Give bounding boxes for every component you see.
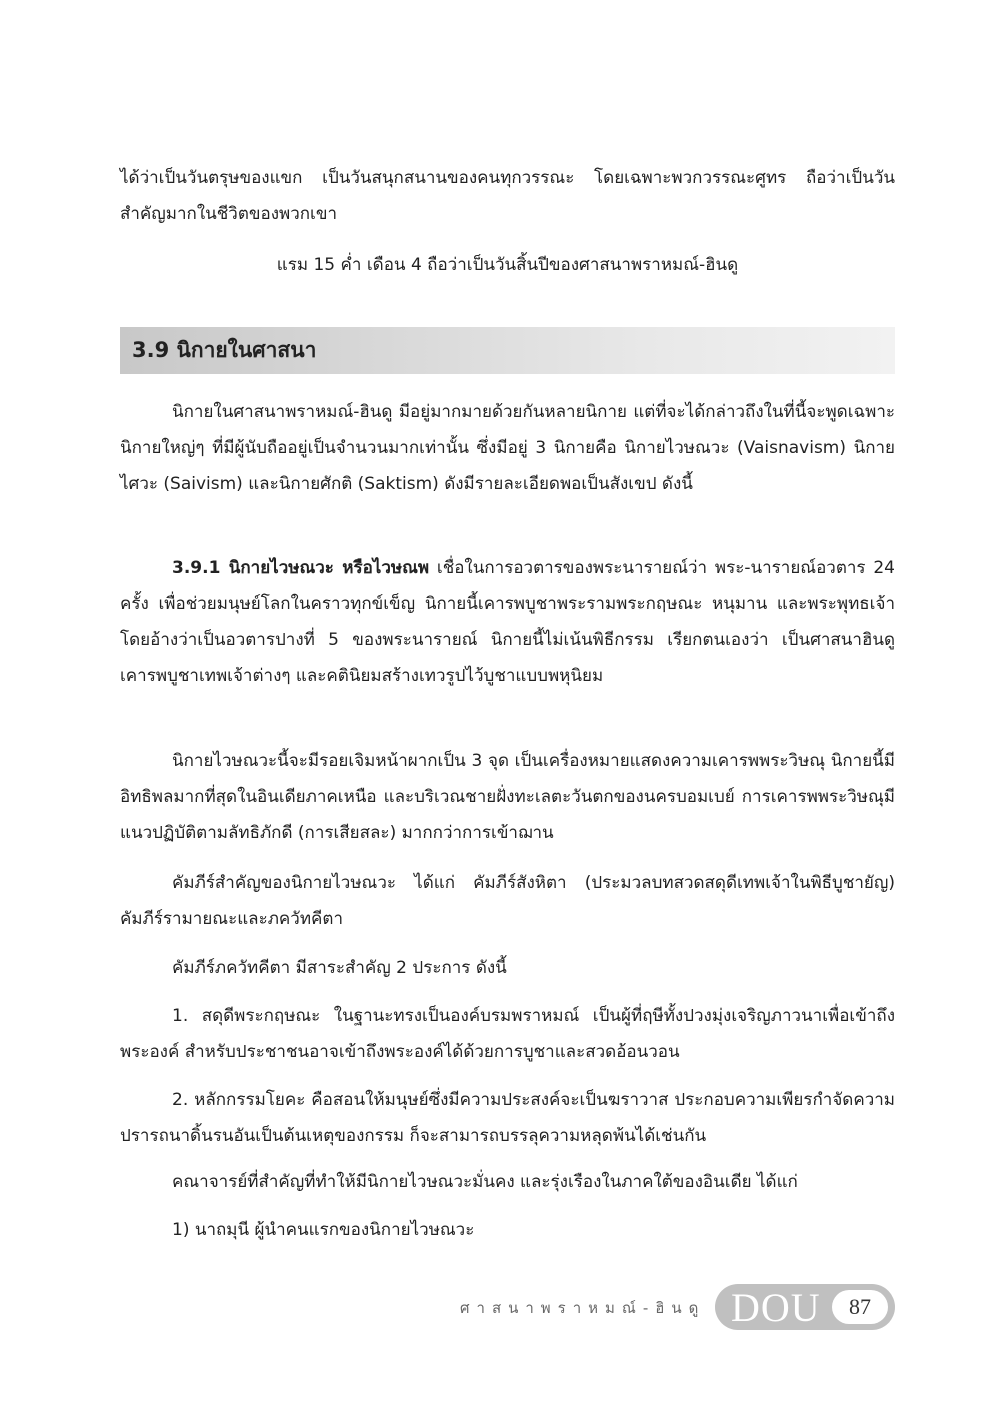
section-heading-bar	[120, 327, 895, 374]
paragraph-point-1: 1. สดุดีพระกฤษณะ ในฐานะทรงเป็นองค์บรมพราหมณ์ เป็นผู้ที่ฤษีทั้งปวงมุ่งเจริญภาวนาเพื่อเข้าถึงพระองค์ สำหรับประชาชนอาจเข้าถึงพระองค์ได้ด้วยการบูชาและสวดอ้อนวอน	[120, 1006, 895, 1062]
subsection-body: เชื่อในการอวตารของพระนารายณ์ว่า พระ-นารายณ์อวตาร 24 ครั้ง เพื่อช่วยมนุษย์โลกในคราวทุกข์เข็ญ นิกายนี้เคารพบูชาพระรามพระกฤษณะ หนุมาน และพระพุทธเจ้า โดยอ้างว่าเป็นอวตารปางที่ 5 ของพระนารายณ์ นิกายนี้ไม่เน้นพิธีกรรม เรียกตนเองว่า เป็นศาสนาฮินดู เคารพบูชาเทพเจ้าต่างๆ และคตินิยมสร้างเทวรูปไว้บูชาแบบพหุนิยม	[120, 558, 895, 686]
paragraph-intro: ได้ว่าเป็นวันตรุษของแขก เป็นวันสนุกสนานของคนทุกวรรณะ โดยเฉพาะพวกวรรณะศูทร ถือว่าเป็นวันสำคัญมากในชีวิตของพวกเขา	[120, 168, 895, 224]
paragraph-new-year: แรม 15 ค่ำ เดือน 4 ถือว่าเป็นวันสิ้นปีของศาสนาพราหมณ์-ฮินดู	[276, 255, 739, 275]
subsection-heading: 3.9.1 นิกายไวษณวะ หรือไวษณพ	[172, 558, 430, 578]
paragraph-vaishnavism	[120, 550, 895, 694]
section-heading: 3.9 นิกายในศาสนา	[132, 338, 317, 362]
paragraph-sects-overview: นิกายในศาสนาพราหมณ์-ฮินดู มีอยู่มากมายด้วยกันหลายนิกาย แต่ที่จะได้กล่าวถึงในที่นี้จะพูดเฉพาะนิกายใหญ่ๆ ที่มีผู้นับถืออยู่เป็นจำนวนมากเท่านั้น ซึ่งมีอยู่ 3 นิกายคือ นิกายไวษณวะ (Vaisnavism) นิกายไศวะ (Saivism) และนิกายศักติ (Saktism) ดังมีรายละเอียดพอเป็นสังเขป ดังนี้	[120, 402, 895, 494]
paragraph-gita: คัมภีร์ภควัทคีตา มีสาระสำคัญ 2 ประการ ดังนี้	[172, 958, 507, 978]
page-badge	[715, 1284, 895, 1330]
dou-logo: DOU	[731, 1285, 821, 1330]
paragraph-list-item-1: 1) นาถมุนี ผู้นำคนแรกของนิกายไวษณวะ	[172, 1220, 475, 1240]
paragraph-scriptures: คัมภีร์สำคัญของนิกายไวษณวะ ได้แก่ คัมภีร์สังหิตา (ประมวลบทสวดสดุดีเทพเจ้าในพิธีบูชายัญ) คัมภีร์รามายณะและภควัทคีตา	[120, 873, 895, 929]
footer-book-title: ศาสนาพราหมณ์-ฮินดู	[460, 1299, 706, 1317]
paragraph-point-2: 2. หลักกรรมโยคะ คือสอนให้มนุษย์ซึ่งมีความประสงค์จะเป็นฆราวาส ประกอบความเพียรกำจัดความปรารถนาดิ้นรนอันเป็นต้นเหตุของกรรม ก็จะสามารถบรรลุความหลุดพ้นได้เช่นกัน	[120, 1090, 895, 1146]
page-number: 87	[832, 1290, 888, 1324]
paragraph-tilak: นิกายไวษณวะนี้จะมีรอยเจิมหน้าผากเป็น 3 จุด เป็นเครื่องหมายแสดงความเคารพพระวิษณุ นิกายนี้มีอิทธิพลมากที่สุดในอินเดียภาคเหนือ และบริเวณชายฝั่งทะเลตะวันตกของนครบอมเบย์ การเคารพพระวิษณุมีแนวปฏิบัติตามลัทธิภักดี (การเสียสละ) มากกว่าการเข้าฌาน	[120, 751, 895, 843]
paragraph-teachers: คณาจารย์ที่สำคัญที่ทำให้มีนิกายไวษณวะมั่นคง และรุ่งเรืองในภาคใต้ของอินเดีย ได้แก่	[172, 1172, 798, 1192]
